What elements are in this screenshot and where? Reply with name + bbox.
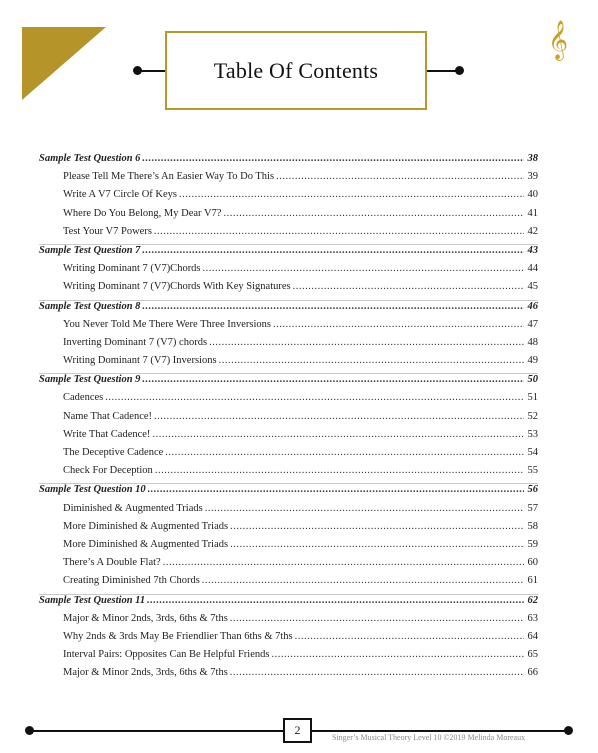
toc-entry-row[interactable] [39, 503, 538, 521]
toc-label: Major & Minor 2nds, 3rds, 6ths & 7ths [63, 667, 228, 679]
toc-page-number: 59 [527, 538, 538, 550]
treble-clef-icon: 𝄞 [548, 22, 569, 59]
toc-label: Sample Test Question 11 [39, 594, 146, 606]
toc-dot-leader [230, 521, 524, 532]
toc-dot-leader [142, 153, 524, 164]
toc-dot-leader [165, 447, 524, 458]
toc-label: Where Do You Belong, My Dear V7? [63, 207, 222, 219]
toc-page-number: 48 [527, 336, 538, 348]
toc-dot-leader [202, 575, 524, 586]
page-number: 2 [283, 718, 312, 743]
toc-label: Sample Test Question 10 [39, 484, 146, 496]
toc-dot-leader [179, 189, 524, 200]
toc-entry-row[interactable] [39, 557, 538, 575]
title-rule-left-dot [133, 66, 142, 75]
toc-dot-leader [230, 539, 524, 550]
toc-page-number: 47 [527, 318, 538, 330]
toc-label: There’s A Double Flat? [63, 557, 161, 569]
toc-dot-leader [142, 301, 524, 312]
toc-dot-leader [163, 557, 524, 568]
toc-dot-leader [142, 374, 524, 385]
toc-dot-leader [219, 355, 524, 366]
toc-page-number: 53 [527, 428, 538, 440]
toc-label: Sample Test Question 8 [39, 300, 141, 312]
toc-entry-row[interactable] [39, 649, 538, 667]
toc-dot-leader [293, 281, 524, 292]
toc-dot-leader [105, 392, 524, 403]
toc-section-row[interactable] [39, 244, 538, 263]
toc-section-row[interactable] [39, 153, 538, 171]
toc-page-number: 38 [527, 153, 538, 164]
toc-page-number: 54 [527, 447, 538, 458]
toc-section-row[interactable] [39, 300, 538, 319]
toc-entry-row[interactable] [39, 521, 538, 539]
toc-entry-row[interactable] [39, 171, 538, 189]
toc-page-number: 39 [527, 171, 538, 183]
footer-credit: Singer’s Musical Theory Level 10 ©2019 Melinda Moreaux [332, 733, 526, 742]
toc-label: Major & Minor 2nds, 3rds, 6ths & 7ths [63, 612, 228, 624]
toc-page-number: 62 [527, 594, 538, 606]
toc-entry-row[interactable] [39, 613, 538, 631]
toc-entry-row[interactable] [39, 429, 538, 447]
corner-triangle-icon [22, 27, 106, 100]
toc-dot-leader [230, 613, 524, 624]
toc-dot-leader [205, 503, 524, 514]
toc-page-number: 52 [527, 410, 538, 422]
toc-dot-leader [271, 649, 524, 660]
toc-label: The Deceptive Cadence [63, 447, 164, 458]
toc-entry-row[interactable] [39, 189, 538, 207]
toc-label: Writing Dominant 7 (V7) Inversions [63, 355, 217, 367]
toc-label: Why 2nds & 3rds May Be Friendlier Than 6ths & 7ths [63, 630, 293, 642]
toc-label: Sample Test Question 6 [39, 153, 141, 164]
toc-entry-row[interactable] [39, 208, 538, 226]
toc-label: Sample Test Question 9 [39, 374, 141, 386]
toc-label: Interval Pairs: Opposites Can Be Helpful Friends [63, 649, 270, 661]
toc-dot-leader [273, 319, 524, 330]
toc-entry-row[interactable] [39, 539, 538, 557]
title-rule-right-dot [455, 66, 464, 75]
toc-dot-leader [148, 484, 524, 495]
toc-entry-row[interactable] [39, 226, 538, 244]
toc-label: Writing Dominant 7 (V7)Chords With Key Signatures [63, 281, 291, 293]
toc-label: More Diminished & Augmented Triads [63, 538, 229, 550]
toc-entry-row[interactable] [39, 575, 538, 593]
toc-label: Writing Dominant 7 (V7)Chords [63, 263, 201, 275]
toc-entry-row[interactable] [39, 337, 538, 355]
toc-entry-row[interactable] [39, 355, 538, 373]
toc-section-row[interactable] [39, 483, 538, 502]
toc-page-number: 65 [527, 649, 538, 661]
toc-page-number: 64 [527, 630, 538, 642]
toc-entry-row[interactable] [39, 281, 538, 299]
toc-dot-leader [154, 411, 524, 422]
toc-label: More Diminished & Augmented Triads [63, 520, 229, 532]
toc-entry-row[interactable] [39, 667, 538, 685]
toc-entry-row[interactable] [39, 411, 538, 429]
toc-dot-leader [276, 171, 524, 182]
toc-page-number: 45 [527, 281, 538, 293]
toc-dot-leader [155, 465, 524, 476]
toc-label: Creating Diminished 7th Chords [63, 575, 200, 587]
toc-dot-leader [295, 631, 524, 642]
toc-page-number: 49 [527, 355, 538, 367]
toc-section-row[interactable] [39, 373, 538, 392]
toc-entry-row[interactable] [39, 631, 538, 649]
toc-page-number: 66 [527, 667, 538, 679]
toc-dot-leader [209, 337, 524, 348]
toc-label: Write A V7 Circle Of Keys [63, 189, 177, 201]
toc-page-number: 56 [527, 484, 538, 496]
toc-label: Write That Cadence! [63, 428, 151, 440]
toc-page-number: 57 [527, 502, 538, 514]
toc-page-number: 58 [527, 520, 538, 532]
footer-rule-left-dot [25, 726, 34, 735]
footer-rule-right-dot [564, 726, 573, 735]
toc-dot-leader [152, 429, 524, 440]
toc-page-number: 44 [527, 263, 538, 275]
toc-entry-row[interactable] [39, 447, 538, 465]
toc-entry-row[interactable] [39, 465, 538, 483]
toc-label: Name That Cadence! [63, 410, 153, 422]
toc-page-number: 60 [527, 557, 538, 569]
toc-page-number: 42 [527, 225, 538, 237]
toc-label: Diminished & Augmented Triads [63, 502, 203, 514]
toc-page-number: 61 [527, 575, 538, 587]
page-title: Table Of Contents [165, 31, 427, 110]
toc-label: Cadences [63, 392, 104, 404]
toc-section-row[interactable] [39, 594, 538, 613]
toc-entry-row[interactable] [39, 319, 538, 337]
toc-dot-leader [230, 667, 524, 678]
toc-entry-row[interactable] [39, 263, 538, 281]
toc-page-number: 55 [527, 465, 538, 477]
toc-page-number: 41 [527, 207, 538, 219]
toc-dot-leader [142, 245, 524, 256]
toc-dot-leader [154, 226, 524, 237]
toc-label: Sample Test Question 7 [39, 244, 141, 256]
toc-dot-leader [147, 595, 524, 606]
toc-entry-row[interactable] [39, 392, 538, 410]
toc-label: Please Tell Me There’s An Easier Way To Do This [63, 171, 275, 183]
toc-page-number: 63 [527, 612, 538, 624]
toc-page-number: 51 [527, 392, 538, 404]
toc-page-number: 50 [527, 374, 538, 386]
toc-page-number: 46 [527, 300, 538, 312]
toc-label: You Never Told Me There Were Three Inversions [63, 318, 271, 330]
toc-dot-leader [223, 208, 524, 219]
toc-page-number: 43 [527, 244, 538, 256]
toc-dot-leader [203, 263, 524, 274]
toc-label: Test Your V7 Powers [63, 225, 152, 237]
toc-label: Check For Deception [63, 465, 153, 477]
toc-label: Inverting Dominant 7 (V7) chords [63, 336, 208, 348]
table-of-contents [39, 153, 538, 685]
toc-page-number: 40 [527, 189, 538, 201]
